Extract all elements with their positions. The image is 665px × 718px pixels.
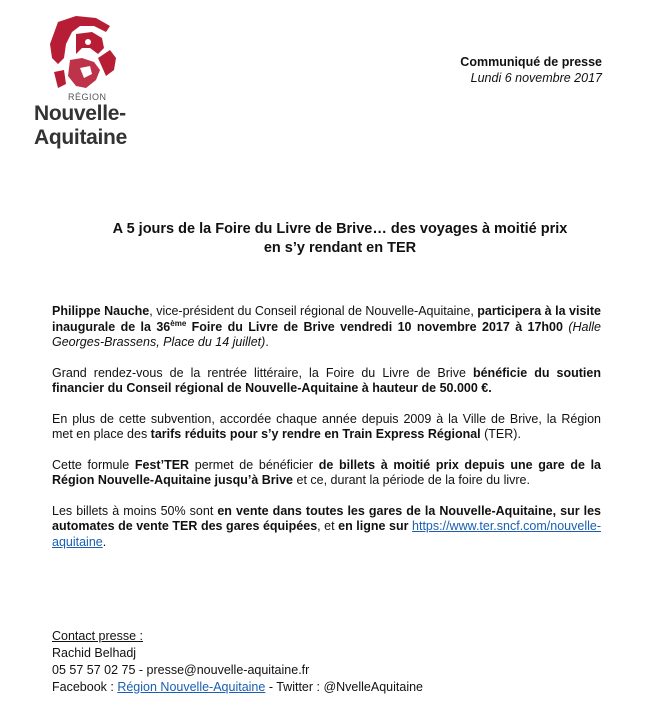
logo-name-line1: Nouvelle- <box>34 102 126 125</box>
contact-social <box>52 679 423 696</box>
p5-intro: Les billets à moins 50% sont <box>52 503 218 518</box>
paragraph-5 <box>52 504 601 551</box>
p1-ordinal: ème <box>170 318 187 328</box>
p5-channels: en vente dans toutes les gares de la Nouvelle-Aquitaine, sur les automates de vente TER des gares équipées <box>52 503 601 533</box>
press-release-header <box>460 54 602 86</box>
press-release-title: Communiqué de presse <box>460 55 602 69</box>
p1-visit: participera à la visite inaugurale de la 36 <box>52 304 601 334</box>
press-release-date: Lundi 6 novembre 2017 <box>470 71 602 85</box>
p4-end: et ce, durant la période de la foire du livre. <box>293 473 530 487</box>
p1-location: (Halle Georges-Brassens, Place du 14 juillet) <box>52 319 601 349</box>
p2-funding: bénéficie du soutien financier du Conseil régional de Nouvelle-Aquitaine à hauteur de 50.000 €. <box>52 365 601 395</box>
twitter-handle: - Twitter : @NvelleAquitaine <box>265 680 424 694</box>
contact-name: Rachid Belhadj <box>52 646 137 660</box>
press-contact <box>52 628 423 696</box>
p4-formula: Fest’TER <box>134 457 190 472</box>
p4-intro: Cette formule <box>52 457 135 472</box>
p5-end: . <box>102 534 107 549</box>
contact-title: Contact presse : <box>52 629 144 643</box>
logo-name-line2: Aquitaine <box>34 126 127 149</box>
p3-fares: tarifs réduits pour s’y rendre en Train Express Régional <box>150 427 481 441</box>
facebook-link[interactable]: Région Nouvelle-Aquitaine <box>117 680 266 694</box>
p4-mid: permet de bénéficier <box>189 457 319 472</box>
headline-line1: A 5 jours de la Foire du Livre de Brive… des voyages à moitié prix <box>112 221 568 237</box>
p1-role: , vice-président du Conseil régional de Nouvelle-Aquitaine, <box>149 304 478 318</box>
p2-intro: Grand rendez-vous de la rentrée littéraire, la Foire du Livre de Brive <box>52 365 473 380</box>
paragraph-2 <box>52 366 601 397</box>
ter-website-link[interactable]: https://www.ter.sncf.com/nouvelle-aquitaine <box>52 519 601 549</box>
p5-online: en ligne sur <box>338 519 409 533</box>
p1-end: . <box>265 335 269 349</box>
p4-offer: de billets à moitié prix depuis une gare de la Région Nouvelle-Aquitaine jusqu’à Brive <box>52 457 601 487</box>
contact-phone-email: 05 57 57 02 75 - presse@nouvelle-aquitaine.fr <box>52 663 310 677</box>
logo-region-label: RÉGION <box>68 92 107 102</box>
p3-intro: En plus de cette subvention, accordée chaque année depuis 2009 à la Ville de Brive, la Région met en place des <box>52 411 601 441</box>
article-body <box>52 304 601 565</box>
p5-and: , et <box>317 519 339 533</box>
p1-date: Foire du Livre de Brive vendredi 10 novembre 2017 à 17h00 <box>186 319 563 334</box>
paragraph-1 <box>52 304 601 351</box>
headline <box>50 220 630 258</box>
p3-end: (TER). <box>480 427 521 441</box>
headline-line2: en s’y rendant en TER <box>263 240 417 256</box>
paragraph-3 <box>52 412 601 443</box>
paragraph-4 <box>52 458 601 489</box>
p1-name: Philippe Nauche <box>52 304 150 318</box>
facebook-prefix: Facebook : <box>52 680 118 694</box>
region-logo <box>24 14 164 149</box>
